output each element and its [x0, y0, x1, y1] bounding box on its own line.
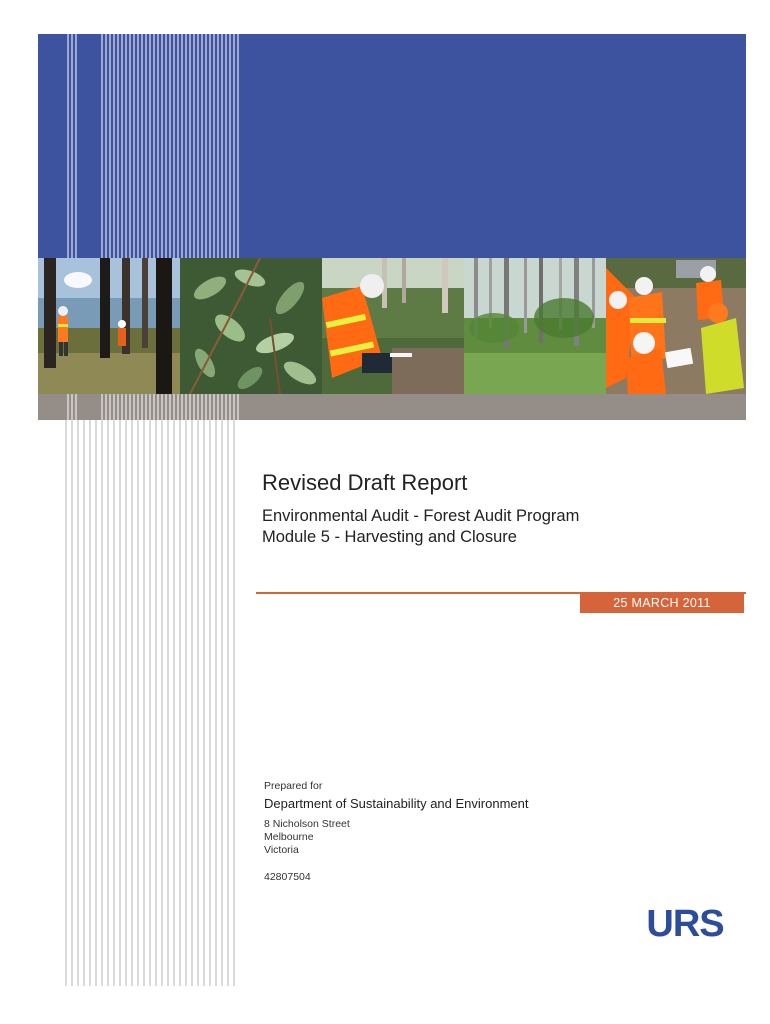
report-title: Revised Draft Report	[262, 470, 468, 495]
address-line-state: Victoria	[264, 844, 299, 856]
regrowth-forest-photo	[464, 258, 606, 394]
grey-band	[38, 394, 746, 420]
blue-header-band	[38, 34, 746, 258]
hi-vis-auditor-photo	[322, 258, 464, 394]
client-address	[264, 818, 350, 857]
burnt-forest-worker-photo	[38, 258, 180, 394]
photo-strip	[38, 258, 746, 394]
subtitle-line-2: Module 5 - Harvesting and Closure	[262, 528, 517, 546]
prepared-for-label: Prepared for	[264, 780, 323, 792]
report-date: 25 MARCH 2011	[580, 594, 744, 613]
subtitle-line-1: Environmental Audit - Forest Audit Program	[262, 507, 580, 525]
report-subtitle	[262, 506, 579, 548]
svg-text:URS: URS	[646, 903, 724, 942]
urs-logo	[630, 902, 740, 942]
job-number: 42807504	[264, 871, 311, 883]
address-line-street: 8 Nicholson Street	[264, 818, 350, 830]
address-line-city: Melbourne	[264, 831, 314, 843]
eucalyptus-leaves-photo	[180, 258, 322, 394]
audit-team-photo	[606, 258, 746, 394]
client-name: Department of Sustainability and Environment	[264, 796, 529, 811]
